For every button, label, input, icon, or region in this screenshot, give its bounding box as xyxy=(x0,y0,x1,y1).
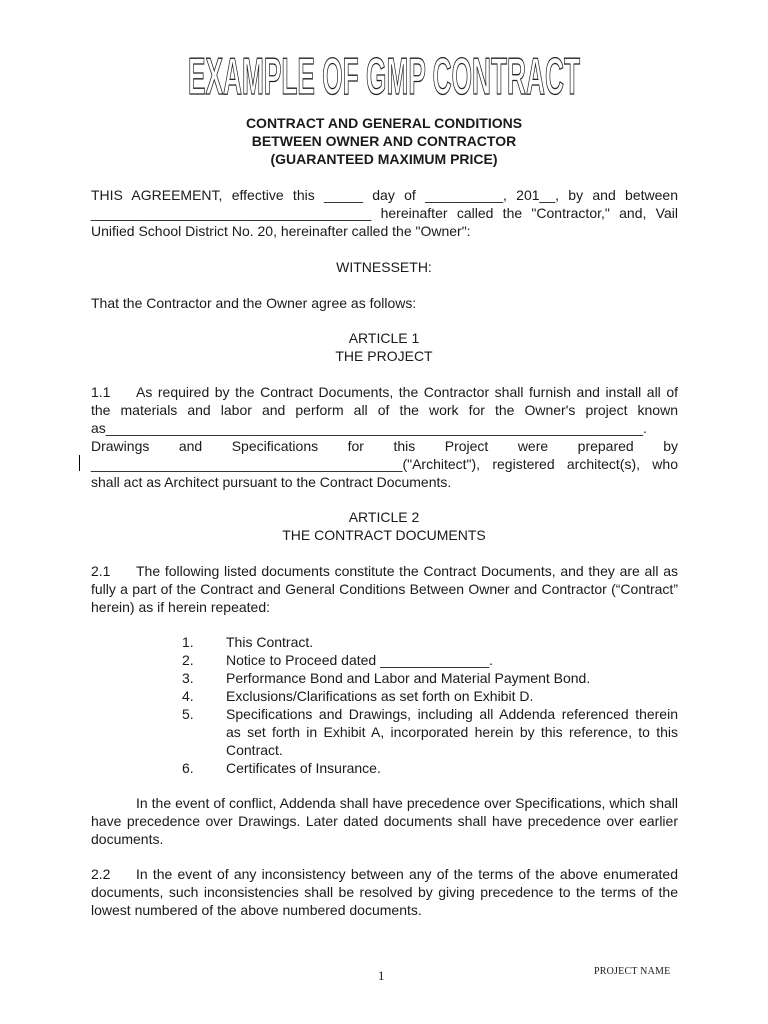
paragraph-2-1-text: The following listed documents constitute the Contract Documents, and they are all as fully a part of the Contract and General Conditions Between Owner and Contractor (“Contract” herein) as if herein repeated: xyxy=(91,563,678,615)
text-cursor xyxy=(79,455,80,471)
list-item-number: 6. xyxy=(182,760,194,776)
paragraph-2-2 xyxy=(91,865,678,919)
list-item-number: 4. xyxy=(182,688,194,704)
list-item-number: 1. xyxy=(182,634,194,650)
paragraph-1-1-number: 1.1 xyxy=(91,384,111,400)
list-item-text: Performance Bond and Labor and Material Payment Bond. xyxy=(226,670,591,686)
list-item xyxy=(182,669,678,687)
paragraph-2-2-number: 2.2 xyxy=(91,866,111,882)
agreement-paragraph: THIS AGREEMENT, effective this _____ day of __________, 201__, by and between ____________________________________ hereinafter called the "Contractor," and, Vail Unified School District No. 20, hereinafter called the "Owner": xyxy=(91,187,678,239)
paragraph-1-1-text: As required by the Contract Documents, the Contractor shall furnish and install all of the materials and labor and perform all of the work for the Owner's project known as_____________________________________________________________________. Drawings and Specifications for this Project were prepared by ________________________________________("Architect"), registered architect(s), who shall act as Architect pursuant to the Contract Documents. xyxy=(91,384,678,490)
list-item-text: Notice to Proceed dated ______________. xyxy=(226,652,493,668)
list-item-text: This Contract. xyxy=(226,634,314,650)
footer-project-name: PROJECT NAME xyxy=(594,966,671,977)
list-item-number: 5. xyxy=(182,706,194,722)
conflict-paragraph: In the event of conflict, Addenda shall have precedence over Specifications, which shall have precedence over Drawings. Later dated documents shall have precedence over earlier documents. xyxy=(91,795,678,847)
banner-title-text: EXAMPLE OF GMP CONTRACT xyxy=(188,48,581,104)
page-number: 1 xyxy=(378,968,385,983)
list-item-number: 3. xyxy=(182,670,194,686)
list-item-text: Exclusions/Clarifications as set forth on Exhibit D. xyxy=(226,688,534,704)
list-item xyxy=(182,705,678,759)
heading-line-2: BETWEEN OWNER AND CONTRACTOR xyxy=(251,133,517,149)
heading-line-1: CONTRACT AND GENERAL CONDITIONS xyxy=(245,115,523,131)
contract-documents-list xyxy=(182,633,678,777)
paragraph-2-1-number: 2.1 xyxy=(91,563,111,579)
list-item-text: Specifications and Drawings, including all Addenda referenced therein as set forth in Exhibit A, incorporated herein by this reference, to this Contract. xyxy=(226,706,678,758)
document-banner-title xyxy=(0,44,768,104)
article-2-label: ARTICLE 2 xyxy=(348,509,420,525)
agree-paragraph: That the Contractor and the Owner agree as follows: xyxy=(91,295,417,311)
article-1-label: ARTICLE 1 xyxy=(348,330,420,346)
witnesseth-heading: WITNESSETH: xyxy=(336,259,432,275)
paragraph-1-1 xyxy=(91,383,678,491)
list-item xyxy=(182,651,678,669)
list-item xyxy=(182,687,678,705)
paragraph-2-1 xyxy=(91,562,678,616)
list-item-number: 2. xyxy=(182,652,194,668)
list-item xyxy=(182,759,678,777)
article-1-title: THE PROJECT xyxy=(335,348,433,364)
article-2-title: THE CONTRACT DOCUMENTS xyxy=(282,527,486,543)
heading-line-3: (GUARANTEED MAXIMUM PRICE) xyxy=(270,151,498,167)
list-item-text: Certificates of Insurance. xyxy=(226,760,381,776)
list-item xyxy=(182,633,678,651)
paragraph-2-2-text: In the event of any inconsistency between any of the terms of the above enumerated documents, such inconsistencies shall be resolved by giving precedence to the terms of the lowest numbered of the above numbered documents. xyxy=(91,866,678,918)
